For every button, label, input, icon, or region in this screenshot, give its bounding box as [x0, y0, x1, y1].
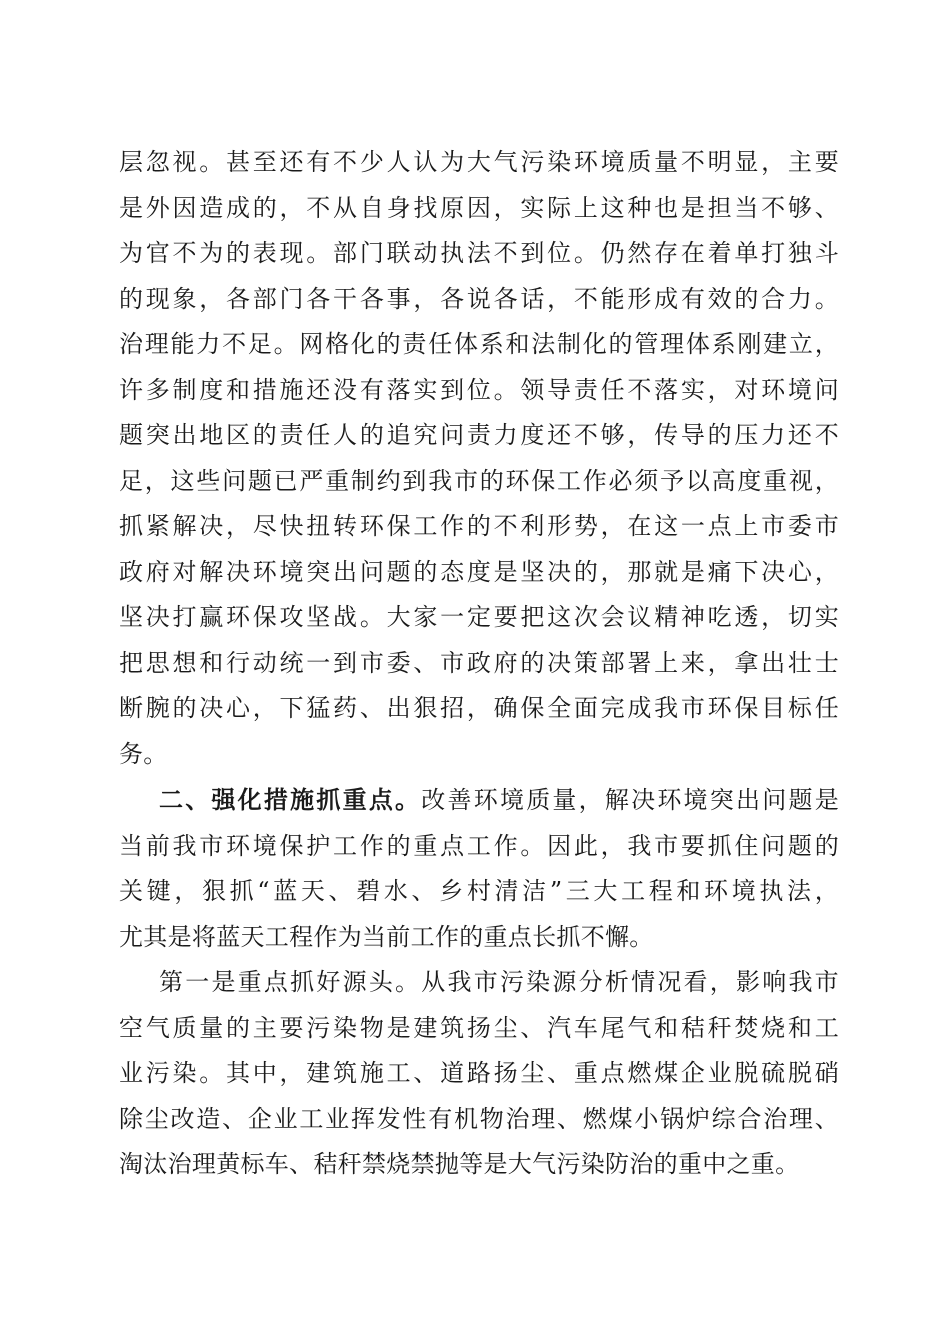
paragraph-source-control [119, 960, 839, 1188]
text-line: 是外因造成的，不从自身找原因，实际上这种也是担当不够、 [119, 193, 839, 222]
text-line: 治理能力不足。网格化的责任体系和法制化的管理体系刚建立， [119, 330, 839, 358]
text-line: 许多制度和措施还没有落实到位。领导责任不落实，对环境问 [119, 375, 839, 404]
text-line: 尤其是将蓝天工程作为当前工作的重点长抓不懈。 [119, 922, 654, 951]
text-line: 第一是重点抓好源头。从我市污染源分析情况看，影响我市 [159, 968, 839, 996]
text-line: 业污染。其中，建筑施工、道路扬尘、重点燃煤企业脱硫脱硝 [119, 1059, 839, 1087]
text-line: 抓紧解决，尽快扭转环保工作的不利形势，在这一点上市委市 [119, 512, 839, 540]
text-line: 断腕的决心，下猛药、出狠招，确保全面完成我市环保目标任 [119, 694, 839, 722]
text-line [119, 777, 839, 824]
paragraph-section-two [119, 777, 839, 960]
text-line: 淘汰治理黄标车、秸秆禁烧禁抛等是大气污染防治的重中之重。 [119, 1150, 800, 1178]
text-line: 政府对解决环境突出问题的态度是坚决的，那就是痛下决心， [119, 557, 839, 586]
text-line: 把思想和行动统一到市委、市政府的决策部署上来，拿出壮士 [119, 648, 839, 677]
text-line: 的现象，各部门各干各事，各说各话，不能形成有效的合力。 [119, 284, 839, 313]
text-line: 题突出地区的责任人的追究问责力度还不够，传导的压力还不 [119, 421, 839, 449]
heading-line-rest: 改善环境质量，解决环境突出问题是 [421, 786, 839, 814]
document-body [119, 140, 839, 1188]
text-line: 层忽视。甚至还有不少人认为大气污染环境质量不明显，主要 [119, 148, 839, 176]
text-line: 当前我市环境保护工作的重点工作。因此，我市要抓住问题的 [119, 831, 839, 860]
text-line: 务。 [119, 739, 168, 768]
paragraph-problems [119, 140, 839, 777]
text-line: 为官不为的表现。部门联动执法不到位。仍然存在着单打独斗 [119, 239, 839, 267]
text-line: 关键，狠抓“蓝天、碧水、乡村清洁”三大工程和环境执法， [119, 877, 839, 905]
text-line: 坚决打赢环保攻坚战。大家一定要把这次会议精神吃透，切实 [119, 603, 839, 631]
text-line: 除尘改造、企业工业挥发性有机物治理、燃煤小锅炉综合治理、 [119, 1104, 839, 1133]
section-heading: 二、强化措施抓重点。 [159, 785, 422, 814]
text-line: 足，这些问题已严重制约到我市的环保工作必须予以高度重视， [119, 466, 839, 495]
text-line: 空气质量的主要污染物是建筑扬尘、汽车尾气和秸秆焚烧和工 [119, 1013, 839, 1042]
